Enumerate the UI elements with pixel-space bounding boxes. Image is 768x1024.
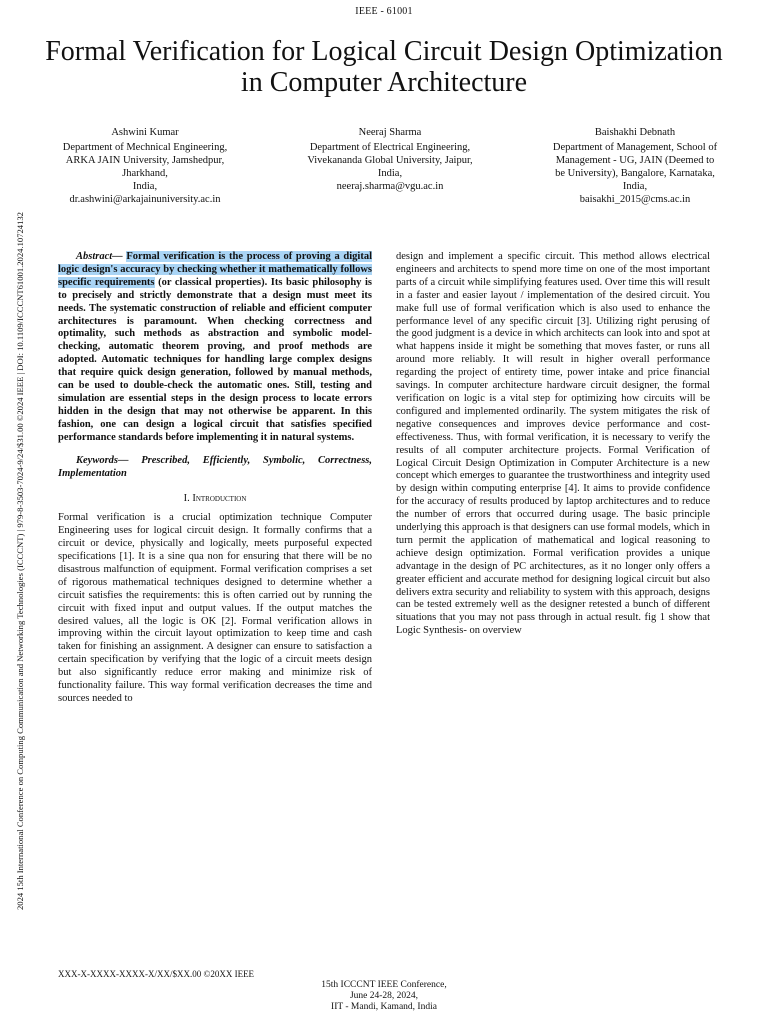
author-affiliation-line: be University), Bangalore, Karnataka, — [555, 168, 715, 179]
footer-copyright: XXX-X-XXXX-XXXX-X/XX/$XX.00 ©20XX IEEE — [58, 969, 255, 979]
keywords-label: Keywords— — [76, 454, 129, 466]
paper-title: Formal Verification for Logical Circuit Design Optimization in Computer Architecture — [45, 36, 723, 98]
author-name: Neeraj Sharma — [358, 127, 422, 138]
author-affiliation-line: India, — [377, 168, 403, 179]
author-affiliation-line: Department of Mechnical Engineering, — [62, 142, 228, 153]
author-affiliation-line: Department of Management, School of — [552, 142, 718, 153]
author-email: baisakhi_2015@cms.ac.in — [579, 194, 691, 205]
author-2 — [285, 126, 495, 206]
author-affiliation-line: India, — [622, 181, 648, 192]
highlighted-text-selection[interactable]: Formal verification is the process of proving a digital logic design's accuracy by checking whether it mathematically follows specific requirements — [58, 251, 372, 288]
keywords — [58, 455, 372, 481]
footer-line: IIT - Mandi, Kamand, India — [331, 1002, 437, 1012]
footer-line: June 24-28, 2024, — [349, 991, 419, 1001]
introduction-paragraph: Formal verification is a crucial optimization technique Computer Engineering uses for logical circuit design. It formally confirms that a circuit or device, physically and logically, meets purposeful expected specifications [1]. It is a sine qua non for ensuring that there will be no disastrous malfunction of equipment. Formal verification comprises a set of rigorous mathematical techniques designed to determine whether a circuit satisfies the requirements: this is often carried out by running the circuit with fixed input and output values. If the output matches the desired values, all the logic is OK [2]. Formal verification allows in improving within the circuit layout optimization to keep time and cash taken for finishing an assignment. A designer can ensure to satisfaction a certain specification by verifying that the logic of a circuit meets design but also significantly reduce error making and minimize risk of functionality failure. This way formal verification decreases the time and sources needed to — [58, 512, 372, 704]
author-name: Ashwini Kumar — [111, 127, 179, 138]
author-affiliation-line: Department of Electrical Engineering, — [309, 142, 471, 153]
author-3 — [530, 126, 740, 206]
author-affiliation-line: India, — [132, 181, 158, 192]
author-email: dr.ashwini@arkajainuniversity.ac.in — [69, 194, 221, 205]
keywords-text: Prescribed, Efficiently, Symbolic, Correctness, Implementation — [58, 454, 372, 479]
author-affiliation-line: Jharkhand, — [122, 168, 168, 179]
author-affiliation-line: Vivekananda Global University, Jaipur, — [307, 155, 473, 166]
abstract — [58, 251, 372, 445]
footer-line: 15th ICCCNT IEEE Conference, — [321, 980, 447, 990]
author-1 — [40, 126, 250, 206]
left-column — [58, 251, 372, 706]
abstract-text: Its basic philosophy is to precisely and strictly demonstrate that a design must meet its needs. The systematic construction of reliable and efficient computer architectures is paramount. When checking correctness and optimality, such methods as abstraction and symbolic model-checking, automatic theorem proving, and proof methods are adopted. Automatic techniques for handling large complex designs that require quick design generation, followed by manual methods, can be used to double-check the automatic ones. Still, testing and simulation are essential steps in the design process to locate errors hidden in the design that may not otherwise be apparent. In this fashion, one can design a logical circuit that satisfies specified performance standards before implementing it in natural systems. — [58, 276, 372, 443]
footer-conference — [0, 980, 768, 1013]
section-title: Introduction — [192, 493, 247, 505]
author-email: neeraj.sharma@vgu.ac.in — [336, 181, 444, 192]
side-citation-note: 2024 15th International Conference on Computing Communication and Networking Technologies (ICCCNT) | 979-8-3503-7024-9/24/$31.00 ©2024 IEEE | DOI: 10.1109/ICCCNT61001.2024.10724132 — [15, 212, 25, 910]
author-name: Baishakhi Debnath — [594, 127, 676, 138]
author-affiliation-line: ARKA JAIN University, Jamshedpur, — [65, 155, 225, 166]
author-affiliation-line: Management - UG, JAIN (Deemed to — [555, 155, 715, 166]
abstract-text: (or classical properties). — [154, 276, 268, 288]
author-block — [40, 126, 740, 206]
section-heading-introduction — [58, 493, 372, 506]
abstract-label: Abstract— — [76, 251, 123, 262]
right-column — [396, 251, 710, 638]
introduction-paragraph-continued: design and implement a specific circuit. This method allows electrical engineers and architects to spend more time on one of the most important parts of a circuit while simplifying features used. Over time this will result in a faster and easier layout / implementation of the desired circuit. You make full use of formal verification which is also used to enhance the performance level of any specific circuit [3]. Utilizing right perusing of the good judgment is a device in which architects can look into and spot at what happens inside it might be something that moves faster, or runs all around more reliably. It will result in higher overall performance regarding the project of entirety time, power intake and price financial savings. In computer architecture hardware circuit designer, the formal verification on logic is a vital step for optimizing how circuits will be configured and implemented ordinarily. The system mitigates the risk of negative consequences and improves device performance and cost-effectiveness. Thus, with formal verification, it is necessary to verify the results of all computer architecture projects. Formal Verification of Logical Circuit Design Optimization in Computer Architecture is a new concept which emerges to guarantee the trustworthiness and integrity used by design within computing enterprise [4]. It aims to provide confidence for the accuracy of results produced by laptop architectures and to reduce the number of errors that occurred during usage. The basic principle underlying this approach is that designers can use formal models, which in turn permit the application of mathematical and logical reasoning to achieve design optimization. Formal verification provides a unique advantage in the design of PC architectures, as it no longer only offers a greater efficient and accurate method for designing logical circuit but also delivers extra security and reliability to system with this approach, designs can be tested extremely well as the designer retested a bunch of different situations that you may not pass through in actual result. fig 1 show that Logic Synthesis- on overview — [396, 251, 710, 637]
conference-code: IEEE - 61001 — [355, 6, 413, 17]
section-number: I. — [183, 493, 190, 505]
